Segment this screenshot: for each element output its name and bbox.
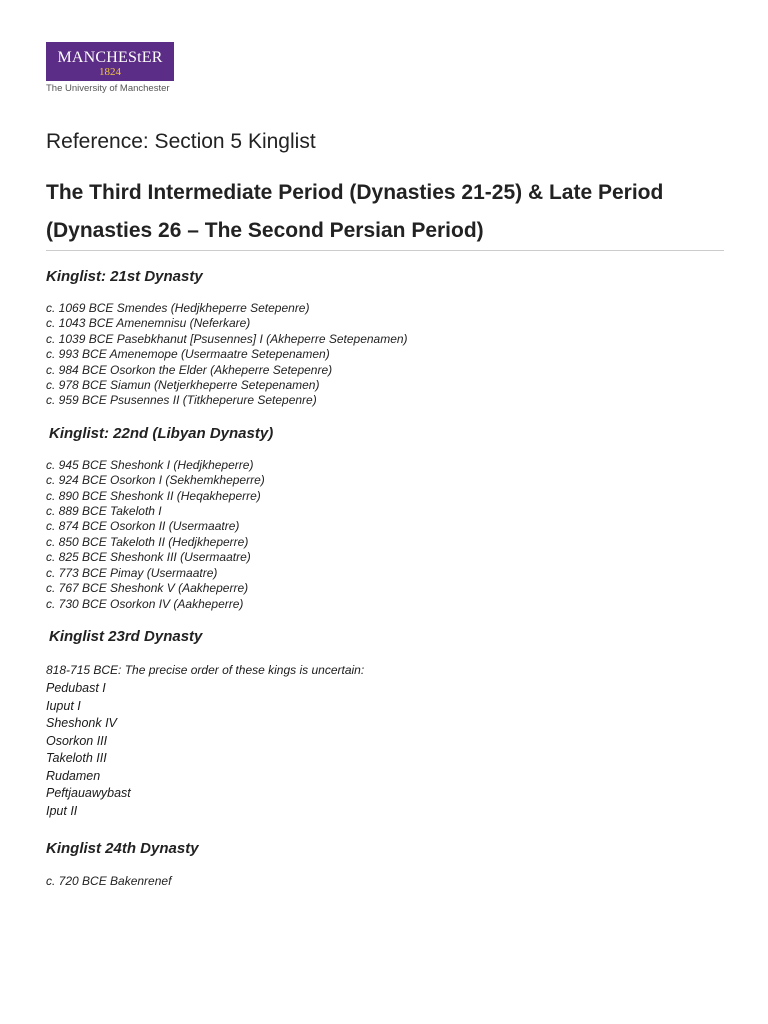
dynasty-23-section [46,628,724,821]
king-entry: Takeloth III [46,751,107,766]
king-entry: Osorkon III [46,733,108,748]
king-entry: c. 874 BCE Osorkon II (Usermaatre) [46,519,240,534]
king-entry: c. 850 BCE Takeloth II (Hedjkheperre) [46,534,249,549]
period-title: The Third Intermediate Period (Dynasties 21-25) & Late Period (Dynasties 26 – The Second Persian Period) [46,181,664,242]
king-entry: c. 993 BCE Amenemope (Usermaatre Setepenamen) [46,347,330,362]
king-entry: Peftjauawybast [46,786,131,801]
king-entry: c. 1043 BCE Amenemnisu (Neferkare) [46,316,251,331]
king-entry: c. 1039 BCE Pasebkhanut [Psusennes] I (Akheperre Setepenamen) [46,331,408,346]
king-entry: c. 1069 BCE Smendes (Hedjkheperre Setepenre) [46,301,310,315]
king-entry: Iput II [46,804,78,819]
university-logo [46,42,176,94]
logo-subtitle: The University of Manchester [46,83,170,94]
king-entry: c. 773 BCE Pimay (Usermaatre) [46,565,218,580]
reference-title: Reference: Section 5 Kinglist [46,130,316,153]
dynasty-24-heading: Kinglist 24th Dynasty [46,839,199,857]
dynasty-24-list [46,874,724,889]
dynasty-22-heading: Kinglist: 22nd (Libyan Dynasty) [49,424,274,442]
dynasty-21-list [46,301,724,409]
king-entry: c. 978 BCE Siamun (Netjerkheperre Setepenamen) [46,378,320,393]
king-entry: c. 945 BCE Sheshonk I (Hedjkheperre) [46,457,254,472]
logo-wordmark-box [46,42,174,81]
logo-wordmark: MANCHEStER [57,49,163,66]
document-body [46,130,724,889]
dynasty-24-section [46,840,724,889]
king-entry: Rudamen [46,768,101,783]
dynasty-23-intro: 818-715 BCE: The precise order of these kings is uncertain: [46,662,365,677]
king-entry: c. 959 BCE Psusennes II (Titkheperure Setepenre) [46,393,317,408]
king-entry: Iuput I [46,698,81,713]
king-entry: Pedubast I [46,680,106,695]
king-entry: c. 730 BCE Osorkon IV (Aakheperre) [46,596,244,611]
king-entry: c. 890 BCE Sheshonk II (Heqakheperre) [46,488,261,503]
king-entry: c. 889 BCE Takeloth I [46,504,162,519]
dynasty-23-heading: Kinglist 23rd Dynasty [49,627,203,645]
king-entry: c. 825 BCE Sheshonk III (Usermaatre) [46,550,251,565]
dynasty-22-section [46,425,724,612]
dynasty-22-list [46,458,724,612]
king-entry: c. 924 BCE Osorkon I (Sekhemkheperre) [46,473,265,488]
logo-year: 1824 [99,66,121,78]
dynasty-23-list [46,680,724,821]
dynasty-21-heading: Kinglist: 21st Dynasty [46,268,203,285]
king-entry: c. 984 BCE Osorkon the Elder (Akheperre Setepenre) [46,362,333,377]
king-entry: c. 720 BCE Bakenrenef [46,873,172,888]
king-entry: Sheshonk IV [46,716,117,731]
dynasty-21-section [46,268,724,409]
title-divider [46,250,724,251]
king-entry: c. 767 BCE Sheshonk V (Aakheperre) [46,581,249,596]
